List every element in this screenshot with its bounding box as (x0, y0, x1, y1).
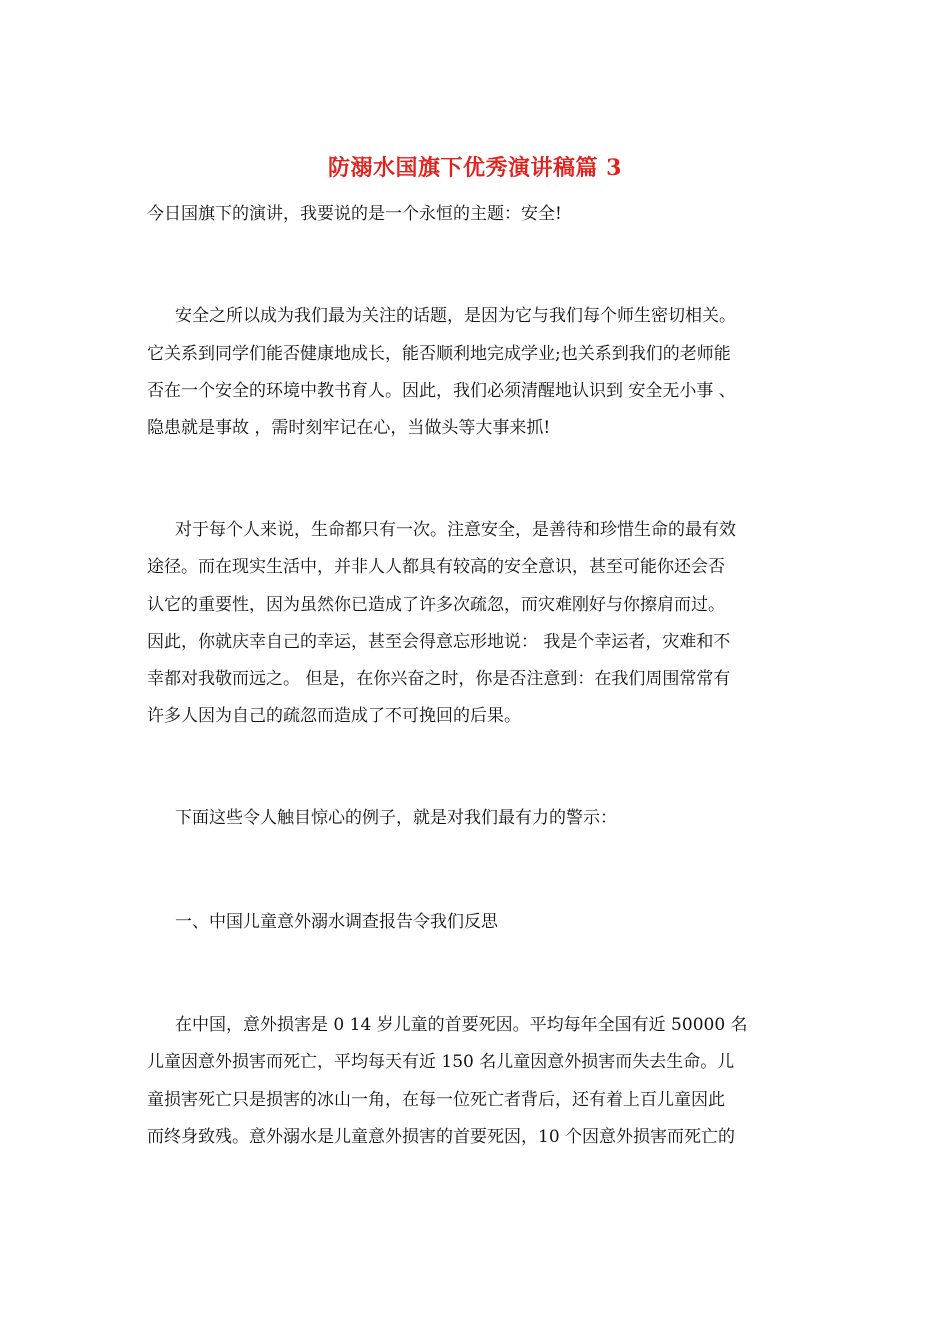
intro-line: 今日国旗下的演讲，我要说的是一个永恒的主题：安全! (147, 204, 562, 224)
paragraph4-line-2: 儿童因意外损害而死亡，平均每天有近 150 名儿童因意外损害而失去生命。儿 (147, 1052, 735, 1072)
paragraph3-line: 下面这些令人触目惊心的例子，就是对我们最有力的警示： (175, 808, 617, 828)
section-heading-1: 一、中国儿童意外溺水调查报告令我们反思 (175, 912, 498, 932)
paragraph2-line-2: 途径。而在现实生活中，并非人人都具有较高的安全意识，甚至可能你还会否 (147, 557, 725, 577)
paragraph1-line-1: 安全之所以成为我们最为关注的话题，是因为它与我们每个师生密切相关。 (175, 306, 736, 326)
paragraph2-line-3: 认它的重要性，因为虽然你已造成了许多次疏忽，而灾难刚好与你擦肩而过。 (147, 595, 725, 615)
paragraph4-line-3: 童损害死亡只是损害的冰山一角，在每一位死亡者背后，还有着上百儿童因此 (147, 1090, 725, 1110)
document-title: 防溺水国旗下优秀演讲稿篇 3 (328, 155, 622, 181)
paragraph2-line-4: 因此，你就庆幸自己的幸运，甚至会得意忘形地说： 我是个幸运者，灾难和不 (147, 632, 731, 652)
paragraph2-line-1: 对于每个人来说，生命都只有一次。注意安全，是善待和珍惜生命的最有效 (175, 520, 736, 540)
paragraph1-line-4: 隐患就是事故 ，需时刻牢记在心，当做头等大事来抓! (147, 418, 551, 438)
paragraph1-line-2: 它关系到同学们能否健康地成长，能否顺利地完成学业;也关系到我们的老师能 (147, 344, 731, 364)
paragraph1-line-3: 否在一个安全的环境中教书育人。因此，我们必须清醒地认识到 安全无小事 、 (147, 381, 736, 401)
paragraph2-line-5: 幸都对我敬而远之。 但是，在你兴奋之时，你是否注意到：在我们周围常常有 (147, 669, 731, 689)
paragraph4-line-1: 在中国，意外损害是 0 14 岁儿童的首要死因。平均每年全国有近 50000 名 (175, 1015, 748, 1035)
paragraph2-line-6: 许多人因为自己的疏忽而造成了不可挽回的后果。 (147, 706, 521, 726)
paragraph4-line-4: 而终身致残。意外溺水是儿童意外损害的首要死因，10 个因意外损害而死亡的 (147, 1127, 736, 1147)
